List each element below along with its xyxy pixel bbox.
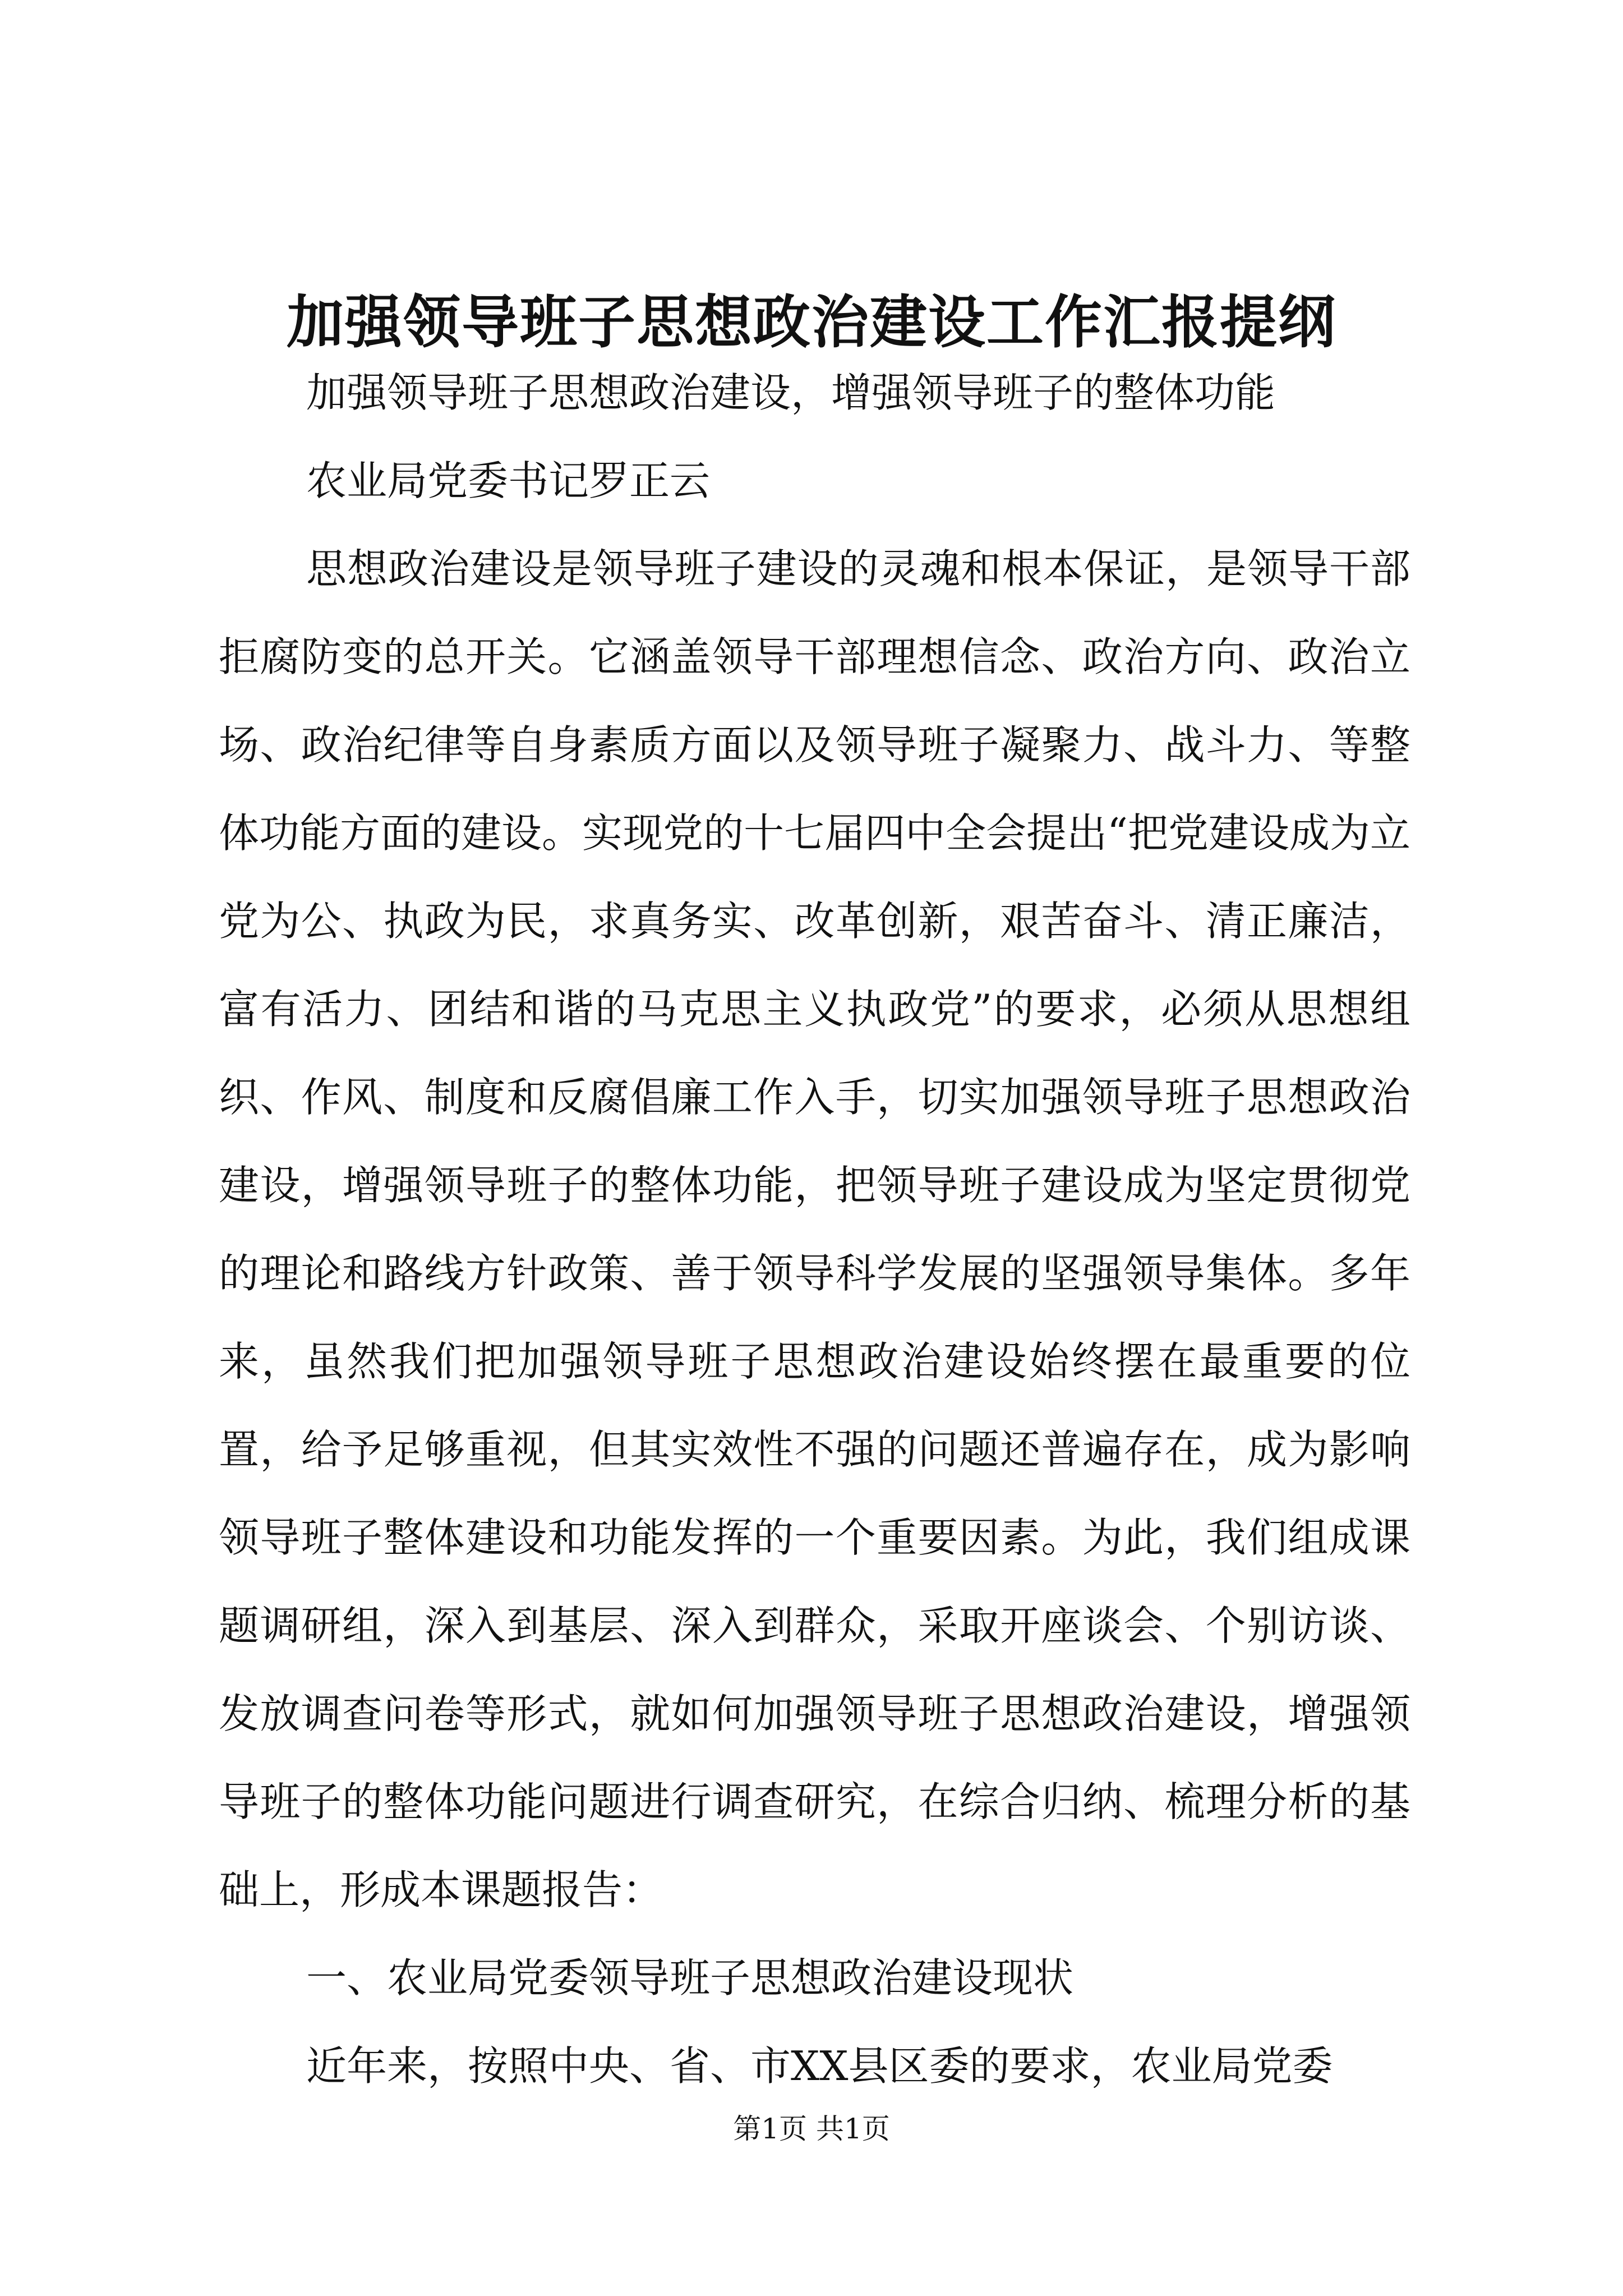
document-title: 加强领导班子思想政治建设工作汇报提纲 <box>287 289 1336 356</box>
section-heading: 一、农业局党委领导班子思想政治建设现状 <box>306 1954 1074 2001</box>
subtitle-paragraph: 加强领导班子思想政治建设，增强领导班子的整体功能 <box>306 369 1276 416</box>
section-paragraph: 近年来，按照中央、省、市XX县区委的要求，农业局党委 <box>306 2042 1333 2090</box>
page-footer: 第1页 共1页 <box>733 2113 890 2145</box>
intro-paragraph: 思想政治建设是领导班子建设的灵魂和根本保证，是领导干部拒腐防变的总开关。它涵盖领导干部理想信念、政治方向、政治立场、政治纪律等自身素质方面以及领导班子凝聚力、战斗力、等整体功能方面的建设。实现党的十七届四中全会提出“把党建设成为立党为公、执政为民，求真务实、改革创新，艰苦奋斗、清正廉洁，富有活力、团结和谐的马克思主义执政党”的要求，必须从思想组织、作风、制度和反腐倡廉工作入手，切实加强领导班子思想政治建设，增强领导班子的整体功能，把领导班子建设成为坚定贯彻党的理论和路线方针政策、善于领导科学发展的坚强领导集体。多年来，虽然我们把加强领导班子思想政治建设始终摆在最重要的位置，给予足够重视，但其实效性不强的问题还普遍存在，成为影响领导班子整体建设和功能发挥的一个重要因素。为此，我们组成课题调研组，深入到基层、深入到群众，采取开座谈会、个别访谈、发放调查问卷等形式，就如何加强领导班子思想政治建设，增强领导班子的整体功能问题进行调查研究，在综合归纳、梳理分析的基础上，形成本课题报告： <box>219 545 1410 1913</box>
author-paragraph: 农业局党委书记罗正云 <box>306 457 711 504</box>
document-body <box>219 349 1410 2110</box>
